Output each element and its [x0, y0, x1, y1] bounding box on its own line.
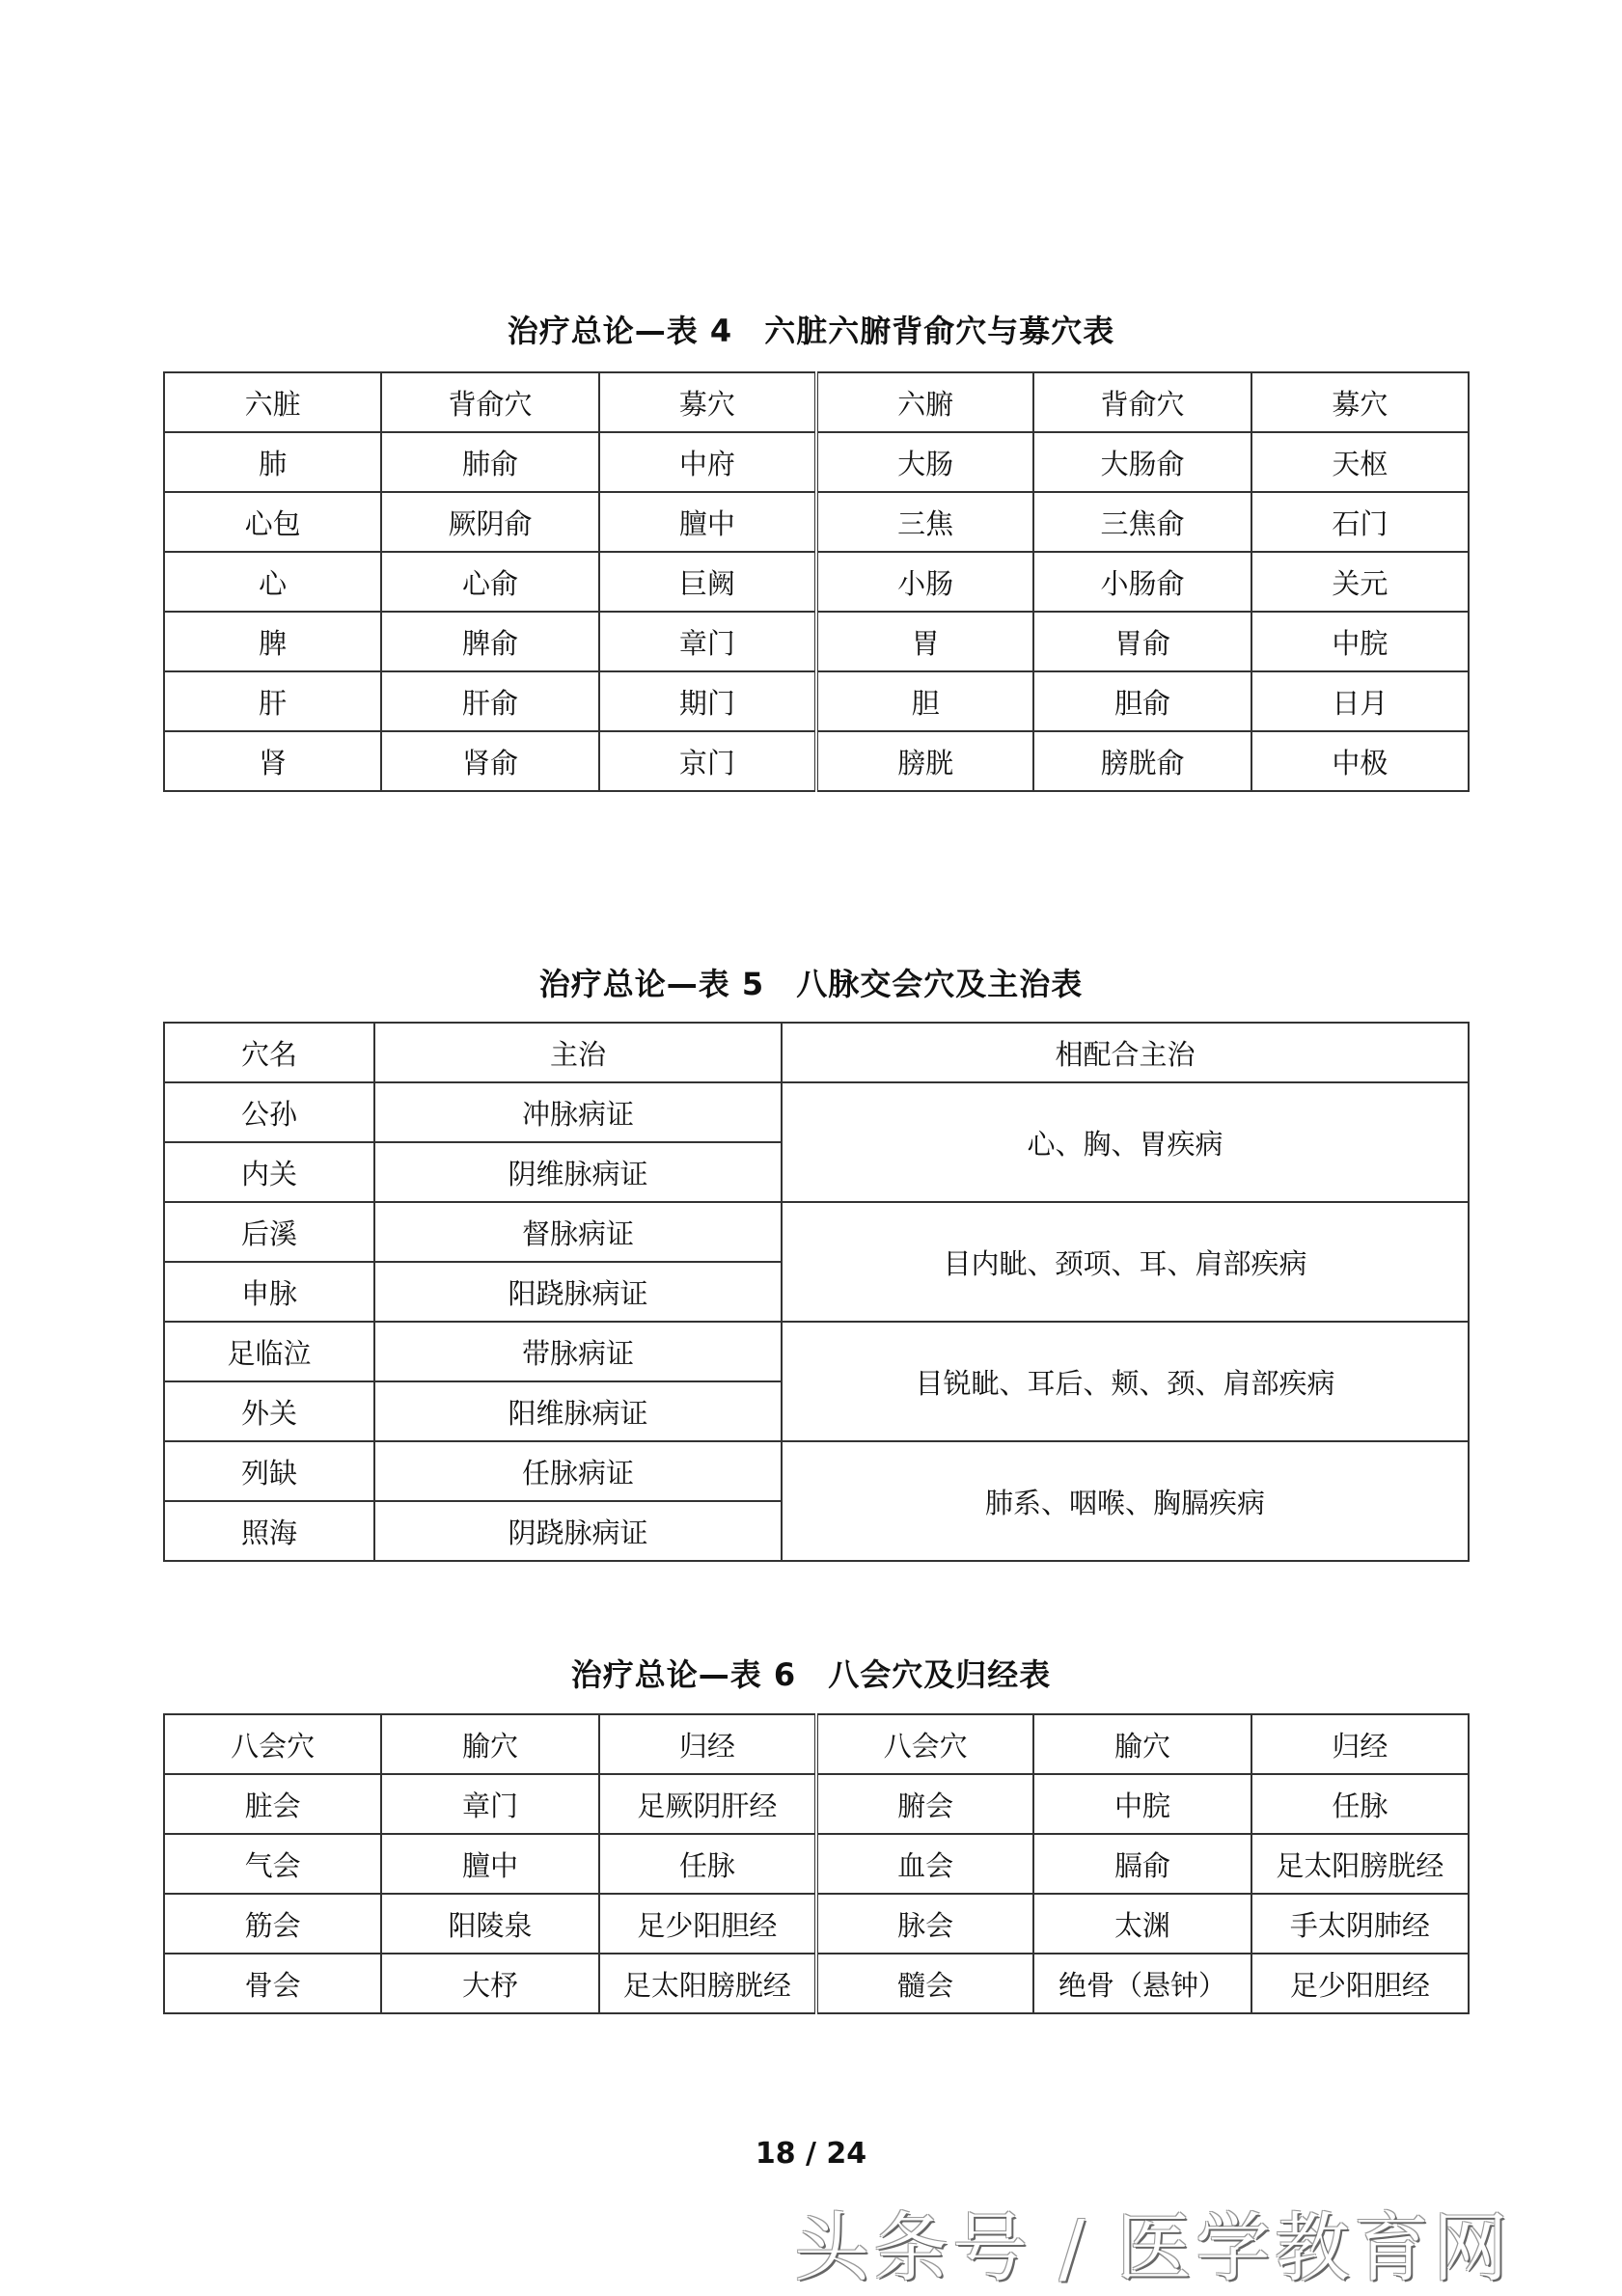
cell: 心俞: [381, 552, 598, 612]
cell: 阳维脉病证: [374, 1381, 782, 1441]
cell: 骨会: [164, 1954, 381, 2013]
table-row: [164, 1202, 1469, 1262]
cell: 胆: [816, 671, 1033, 731]
table-row: [164, 612, 1469, 671]
cell: 膻中: [381, 1834, 598, 1894]
cell: 膀胱俞: [1033, 731, 1251, 791]
cell: 后溪: [164, 1202, 374, 1262]
cell: 日月: [1251, 671, 1469, 731]
cell: 厥阴俞: [381, 492, 598, 552]
cell: 血会: [816, 1834, 1033, 1894]
cell: 足少阳胆经: [1251, 1954, 1469, 2013]
cell: 膻中: [599, 492, 816, 552]
cell: 大肠俞: [1033, 432, 1251, 492]
cell: 膀胱: [816, 731, 1033, 791]
cell: 中脘: [1251, 612, 1469, 671]
header-cell: 八会穴: [816, 1714, 1033, 1774]
cell: 章门: [381, 1774, 598, 1834]
table6-title: 治疗总论—表 6 八会穴及归经表: [570, 1656, 1052, 1693]
cell: 腑会: [816, 1774, 1033, 1834]
header-cell: 六脏: [164, 372, 381, 432]
cell: 脏会: [164, 1774, 381, 1834]
header-cell: 背俞穴: [1033, 372, 1251, 432]
cell: 足厥阴肝经: [599, 1774, 816, 1834]
cell: 任脉病证: [374, 1441, 782, 1501]
cell: 巨阙: [599, 552, 816, 612]
cell: 中脘: [1033, 1774, 1251, 1834]
cell: 中极: [1251, 731, 1469, 791]
table-row: [164, 1894, 1469, 1954]
cell: 阳陵泉: [381, 1894, 598, 1954]
table-row: [164, 1441, 1469, 1501]
page-number: 18 / 24: [755, 2137, 867, 2171]
table-6: [163, 1713, 1470, 2014]
cell: 中府: [599, 432, 816, 492]
cell: 脉会: [816, 1894, 1033, 1954]
cell: 任脉: [599, 1834, 816, 1894]
cell: 带脉病证: [374, 1322, 782, 1381]
header-cell: 八会穴: [164, 1714, 381, 1774]
cell: 小肠俞: [1033, 552, 1251, 612]
cell: 气会: [164, 1834, 381, 1894]
cell: 任脉: [1251, 1774, 1469, 1834]
header-cell: 募穴: [1251, 372, 1469, 432]
cell: 足少阳胆经: [599, 1894, 816, 1954]
table-5: [163, 1022, 1470, 1562]
cell: 阳跷脉病证: [374, 1262, 782, 1322]
cell: 公孙: [164, 1082, 374, 1142]
table-row: [164, 671, 1469, 731]
combined-cell: 目内眦、颈项、耳、肩部疾病: [782, 1202, 1469, 1322]
cell: 大肠: [816, 432, 1033, 492]
cell: 心: [164, 552, 381, 612]
table-row: [164, 1082, 1469, 1142]
table-row: [164, 552, 1469, 612]
cell: 心包: [164, 492, 381, 552]
table-row: [164, 731, 1469, 791]
table-header-row: [164, 372, 1469, 432]
cell: 足太阳膀胱经: [1251, 1834, 1469, 1894]
table-row: [164, 492, 1469, 552]
header-cell: 腧穴: [1033, 1714, 1251, 1774]
table-row: [164, 1954, 1469, 2013]
cell: 三焦: [816, 492, 1033, 552]
cell: 内关: [164, 1142, 374, 1202]
cell: 三焦俞: [1033, 492, 1251, 552]
cell: 胃俞: [1033, 612, 1251, 671]
cell: 关元: [1251, 552, 1469, 612]
header-cell: 穴名: [164, 1023, 374, 1082]
cell: 大杼: [381, 1954, 598, 2013]
cell: 筋会: [164, 1894, 381, 1954]
cell: 脾俞: [381, 612, 598, 671]
cell: 髓会: [816, 1954, 1033, 2013]
cell: 督脉病证: [374, 1202, 782, 1262]
table-header-row: [164, 1023, 1469, 1082]
header-cell: 募穴: [599, 372, 816, 432]
header-cell: 主治: [374, 1023, 782, 1082]
header-cell: 背俞穴: [381, 372, 598, 432]
cell: 石门: [1251, 492, 1469, 552]
cell: 章门: [599, 612, 816, 671]
cell: 期门: [599, 671, 816, 731]
watermark: 头条号 / 医学教育网: [794, 2205, 1512, 2292]
cell: 脾: [164, 612, 381, 671]
table5-title: 治疗总论—表 5 八脉交会穴及主治表: [538, 966, 1084, 1002]
cell: 绝骨（悬钟）: [1033, 1954, 1251, 2013]
table4-title: 治疗总论—表 4 六脏六腑背俞穴与募穴表: [507, 313, 1115, 349]
header-cell: 相配合主治: [782, 1023, 1469, 1082]
cell: 肺俞: [381, 432, 598, 492]
combined-cell: 心、胸、胃疾病: [782, 1082, 1469, 1202]
combined-cell: 肺系、咽喉、胸膈疾病: [782, 1441, 1469, 1561]
cell: 胆俞: [1033, 671, 1251, 731]
header-cell: 六腑: [816, 372, 1033, 432]
cell: 手太阴肺经: [1251, 1894, 1469, 1954]
cell: 申脉: [164, 1262, 374, 1322]
cell: 肝俞: [381, 671, 598, 731]
cell: 天枢: [1251, 432, 1469, 492]
cell: 阴维脉病证: [374, 1142, 782, 1202]
table-row: [164, 432, 1469, 492]
cell: 肺: [164, 432, 381, 492]
header-cell: 归经: [599, 1714, 816, 1774]
cell: 膈俞: [1033, 1834, 1251, 1894]
table-4: [163, 371, 1470, 792]
cell: 足临泣: [164, 1322, 374, 1381]
cell: 小肠: [816, 552, 1033, 612]
cell: 太渊: [1033, 1894, 1251, 1954]
header-cell: 归经: [1251, 1714, 1469, 1774]
cell: 肾: [164, 731, 381, 791]
cell: 足太阳膀胱经: [599, 1954, 816, 2013]
header-cell: 腧穴: [381, 1714, 598, 1774]
cell: 照海: [164, 1501, 374, 1561]
cell: 胃: [816, 612, 1033, 671]
combined-cell: 目锐眦、耳后、颊、颈、肩部疾病: [782, 1322, 1469, 1441]
cell: 京门: [599, 731, 816, 791]
table-row: [164, 1774, 1469, 1834]
cell: 肾俞: [381, 731, 598, 791]
table-row: [164, 1322, 1469, 1381]
table-header-row: [164, 1714, 1469, 1774]
cell: 列缺: [164, 1441, 374, 1501]
table-row: [164, 1834, 1469, 1894]
cell: 外关: [164, 1381, 374, 1441]
cell: 阴跷脉病证: [374, 1501, 782, 1561]
cell: 肝: [164, 671, 381, 731]
cell: 冲脉病证: [374, 1082, 782, 1142]
